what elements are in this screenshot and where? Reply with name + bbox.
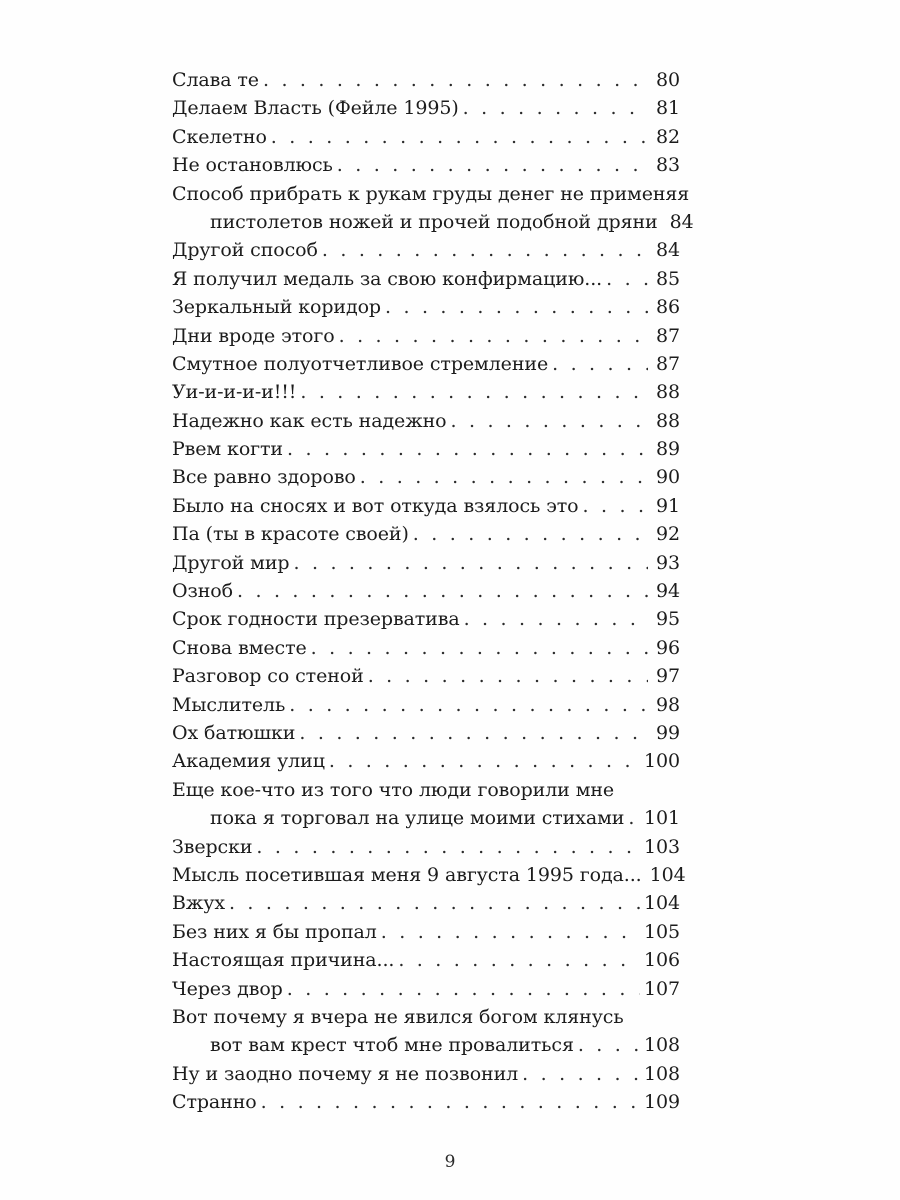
toc-entry-title: Без них я бы пропал [172, 920, 377, 943]
toc-page-number: 97 [656, 665, 680, 688]
toc-entry-line [172, 776, 680, 804]
toc-entry [172, 946, 680, 974]
toc-entry-line [172, 94, 680, 122]
toc-entry-continuation [172, 1031, 680, 1059]
toc-page-number: 95 [656, 608, 680, 631]
toc-entry-line [172, 634, 680, 662]
dot-leader [287, 435, 648, 463]
toc-page-number: 85 [656, 267, 680, 290]
toc-entry-title: Смутное полуотчетливое стремление [172, 352, 549, 375]
toc-page-number: 107 [644, 977, 680, 1000]
toc-entry [172, 265, 680, 293]
toc-entry-line [172, 861, 686, 889]
dot-leader [578, 1031, 640, 1059]
toc-page-number: 88 [656, 409, 680, 432]
toc-entry-title: Рвем когти [172, 438, 283, 461]
toc-entry [172, 549, 680, 577]
toc-entry-line [172, 577, 680, 605]
toc-entry [172, 861, 686, 889]
toc-page-number: 84 [669, 210, 694, 233]
toc-page-number: 87 [656, 352, 680, 375]
toc-page-number: 86 [656, 296, 680, 319]
toc-entry-title: вот вам крест чтоб мне провалиться [210, 1034, 574, 1057]
toc-entry [172, 1060, 680, 1088]
toc-entry-line [172, 123, 680, 151]
toc-entry-continuation [172, 804, 680, 832]
dot-leader [628, 804, 640, 832]
toc-page-number: 80 [656, 69, 680, 91]
toc-entry [172, 605, 680, 633]
dot-leader [339, 322, 648, 350]
toc-page-number: 91 [656, 494, 680, 517]
dot-leader [552, 350, 648, 378]
toc-entry-line [172, 435, 680, 463]
toc-entry-line [172, 1060, 680, 1088]
toc-page-number: 89 [656, 438, 680, 461]
toc-entry-continuation [172, 208, 694, 236]
toc-entry [172, 520, 680, 548]
toc-entry-line [172, 975, 680, 1003]
toc-entry [172, 66, 680, 94]
dot-leader [271, 123, 648, 151]
toc-page-number: 103 [644, 835, 680, 858]
toc-entry-title: Ну и заодно почему я не позвонил [172, 1062, 519, 1085]
toc-entry-line [172, 463, 680, 491]
toc-page-number: 101 [644, 807, 680, 830]
toc-page-number: 90 [656, 466, 680, 489]
toc-entry-line [172, 1003, 680, 1031]
dot-leader [368, 662, 648, 690]
toc-entry-line [172, 918, 680, 946]
toc-entry-title: Академия улиц [172, 750, 325, 773]
toc-page-number: 106 [644, 949, 680, 972]
toc-entry [172, 151, 680, 179]
dot-leader [322, 236, 648, 264]
toc-entry [172, 236, 680, 264]
toc-entry-title: Ох батюшки [172, 721, 296, 744]
toc-page-number: 99 [656, 721, 680, 744]
toc-entry-line [172, 265, 680, 293]
toc-page-number: 100 [644, 750, 680, 773]
toc-entry-title: Странно [172, 1091, 257, 1114]
dot-leader [289, 691, 648, 719]
dot-leader [360, 463, 648, 491]
toc-entry-title: Мыслитель [172, 693, 286, 716]
dot-leader [229, 889, 640, 917]
toc-entry [172, 180, 694, 237]
toc-entry-line [172, 66, 680, 94]
toc-entry-title: Не остановлюсь [172, 154, 333, 177]
toc-entry-line [172, 691, 680, 719]
dot-leader [337, 151, 648, 179]
toc-entry-title: Способ прибрать к рукам груды денег не применяя [172, 182, 690, 205]
toc-entry-line [172, 747, 680, 775]
toc-page-number: 82 [656, 125, 680, 148]
toc-page-number: 96 [656, 636, 680, 659]
toc-entry-line [172, 236, 680, 264]
toc-entry-title: Через двор [172, 977, 283, 1000]
toc-entry [172, 293, 680, 321]
toc-entry-line [172, 378, 680, 406]
toc-entry-line [172, 407, 680, 435]
toc-page-number: 109 [644, 1091, 680, 1114]
toc-page-number: 83 [656, 154, 680, 177]
dot-leader [300, 378, 648, 406]
toc-page-number: 108 [644, 1034, 680, 1057]
toc-entry [172, 435, 680, 463]
toc-entry-title: Еще кое-что из того что люди говорили мне [172, 778, 615, 801]
toc-entry-line [172, 1088, 680, 1116]
toc-entry-title: Зверски [172, 835, 253, 858]
toc-entry [172, 1003, 680, 1060]
toc-entry-title: Другой мир [172, 551, 290, 574]
toc-entry-line [172, 549, 680, 577]
dot-leader [261, 1088, 640, 1116]
dot-leader [522, 1060, 640, 1088]
toc-entry-title: Слава те [172, 69, 259, 91]
toc-entry [172, 463, 680, 491]
dot-leader [256, 833, 640, 861]
toc-entry [172, 407, 680, 435]
dot-leader [294, 549, 649, 577]
toc-page-number: 104 [644, 892, 680, 915]
toc-entry-line [172, 151, 680, 179]
dot-leader [413, 520, 648, 548]
toc-page-number: 94 [656, 580, 680, 603]
toc-page-number: 81 [656, 97, 680, 120]
dot-leader [287, 975, 640, 1003]
toc-entry [172, 634, 680, 662]
toc-page-number: 108 [644, 1062, 680, 1085]
toc-page-number: 88 [656, 381, 680, 404]
toc-entry [172, 94, 680, 122]
toc-entry-title: пока я торговал на улице моими стихами [210, 807, 625, 830]
toc-entry-title: Па (ты в красоте своей) [172, 523, 409, 546]
dot-leader [329, 747, 640, 775]
toc-entry-line [172, 180, 690, 208]
dot-leader [381, 918, 640, 946]
toc-entry [172, 776, 680, 833]
dot-leader [463, 94, 648, 122]
toc-page-number: 84 [656, 239, 680, 262]
table-of-contents [172, 66, 694, 1116]
toc-entry-title: Надежно как есть надежно [172, 409, 447, 432]
toc-entry [172, 889, 680, 917]
toc-entry-title: Делаем Власть (Фейле 1995) [172, 97, 459, 120]
toc-entry-title: Я получил медаль за свою конфирмацию... [172, 267, 603, 290]
toc-entry [172, 662, 680, 690]
toc-entry [172, 378, 680, 406]
toc-entry-title: Все равно здорово [172, 466, 356, 489]
page-number: 9 [444, 1152, 456, 1172]
toc-entry [172, 719, 680, 747]
toc-entry-title: Уи-и-и-и-и!!! [172, 381, 297, 404]
toc-entry [172, 691, 680, 719]
toc-page-number: 104 [649, 863, 686, 886]
toc-entry-line [172, 492, 680, 520]
dot-leader [263, 66, 648, 94]
toc-entry-title: Срок годности презерватива [172, 608, 460, 631]
toc-page-number: 93 [656, 551, 680, 574]
toc-entry-title: Настоящая причина... [172, 949, 395, 972]
toc-entry-title: Разговор со стеной [172, 665, 364, 688]
toc-entry-title: Мысль посетившая меня 9 августа 1995 года... [172, 863, 642, 886]
dot-leader [450, 407, 648, 435]
toc-entry-title: Было на сносях и вот откуда взялось это [172, 494, 579, 517]
dot-leader [385, 293, 648, 321]
toc-page-number: 87 [656, 324, 680, 347]
dot-leader [464, 605, 648, 633]
toc-entry [172, 350, 680, 378]
toc-entry-title: Дни вроде этого [172, 324, 335, 347]
toc-entry-line [172, 520, 680, 548]
toc-entry-line [172, 946, 680, 974]
toc-page-number: 98 [656, 693, 680, 716]
dot-leader [311, 634, 648, 662]
toc-page-number: 105 [644, 920, 680, 943]
toc-entry [172, 123, 680, 151]
toc-entry-title: Вот почему я вчера не явился богом клянусь [172, 1005, 624, 1028]
toc-entry [172, 492, 680, 520]
toc-entry [172, 1088, 680, 1116]
dot-leader [398, 946, 640, 974]
toc-entry-line [172, 889, 680, 917]
toc-entry-line [172, 833, 680, 861]
dot-leader [606, 265, 648, 293]
toc-entry [172, 747, 680, 775]
toc-entry-line [172, 605, 680, 633]
toc-entry [172, 833, 680, 861]
toc-entry [172, 322, 680, 350]
toc-entry-line [172, 719, 680, 747]
toc-entry [172, 577, 680, 605]
dot-leader [237, 577, 648, 605]
toc-entry-title: пистолетов ножей и прочей подобной дряни [210, 210, 658, 233]
toc-entry [172, 975, 680, 1003]
toc-entry-title: Зеркальный коридор [172, 296, 381, 319]
toc-entry-title: Вжух [172, 892, 225, 915]
dot-leader [583, 492, 648, 520]
toc-entry-line [172, 322, 680, 350]
toc-entry-title: Скелетно [172, 125, 267, 148]
toc-entry-line [172, 293, 680, 321]
toc-entry [172, 918, 680, 946]
toc-entry-title: Снова вместе [172, 636, 307, 659]
toc-entry-line [172, 350, 680, 378]
toc-page-number: 92 [656, 523, 680, 546]
toc-entry-title: Озноб [172, 580, 233, 603]
toc-entry-title: Другой способ [172, 239, 318, 262]
toc-entry-line [172, 662, 680, 690]
dot-leader [299, 719, 648, 747]
